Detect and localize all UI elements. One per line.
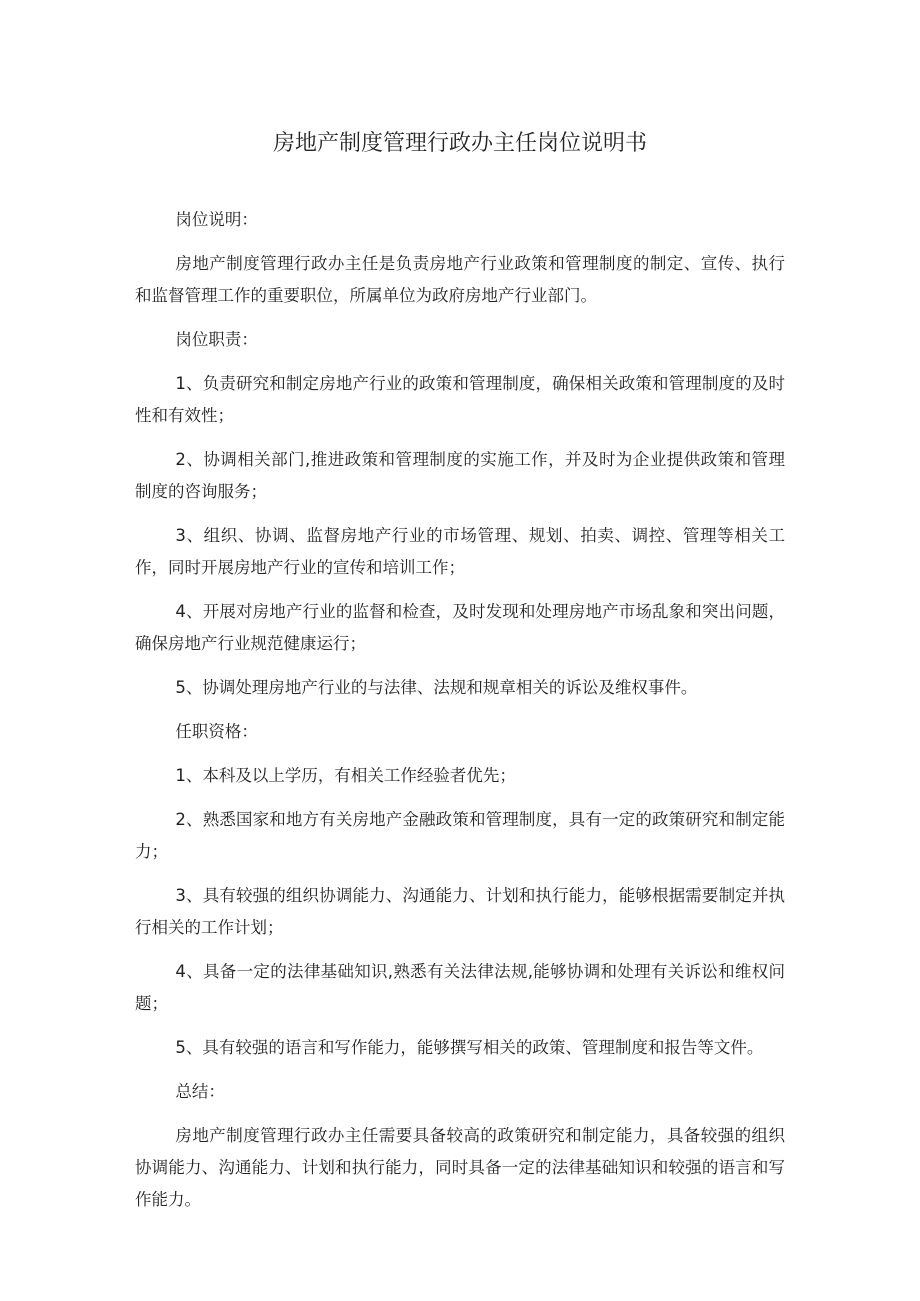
document-title: 房地产制度管理行政办主任岗位说明书	[272, 131, 647, 156]
duty-item: 1、负责研究和制定房地产行业的政策和管理制度，确保相关政策和管理制度的及时性和有效性；	[135, 374, 785, 425]
section-heading-description: 岗位说明：	[175, 210, 258, 229]
summary-paragraph: 房地产制度管理行政办主任需要具备较高的政策研究和制定能力，具备较强的组织协调能力、沟通能力、计划和执行能力，同时具备一定的法律基础知识和较强的语言和写作能力。	[135, 1126, 785, 1209]
qualification-item: 5、具有较强的语言和写作能力，能够撰写相关的政策、管理制度和报告等文件。	[175, 1038, 764, 1057]
duty-item: 5、协调处理房地产行业的与法律、法规和规章相关的诉讼及维权事件。	[175, 678, 698, 697]
duty-item: 2、协调相关部门,推进政策和管理制度的实施工作，并及时为企业提供政策和管理制度的咨询服务；	[135, 450, 785, 501]
description-paragraph: 房地产制度管理行政办主任是负责房地产行业政策和管理制度的制定、宣传、执行和监督管理工作的重要职位，所属单位为政府房地产行业部门。	[135, 254, 785, 305]
section-heading-duties: 岗位职责：	[175, 330, 258, 349]
qualification-item: 2、熟悉国家和地方有关房地产金融政策和管理制度，具有一定的政策研究和制定能力；	[135, 810, 785, 861]
section-heading-qualifications: 任职资格：	[175, 722, 258, 741]
qualification-item: 1、本科及以上学历，有相关工作经验者优先；	[175, 766, 516, 785]
section-heading-summary: 总结：	[175, 1082, 225, 1101]
duty-item: 3、组织、协调、监督房地产行业的市场管理、规划、拍卖、调控、管理等相关工作，同时开展房地产行业的宣传和培训工作；	[135, 526, 785, 577]
qualification-item: 3、具有较强的组织协调能力、沟通能力、计划和执行能力，能够根据需要制定并执行相关的工作计划；	[135, 886, 785, 937]
qualification-item: 4、具备一定的法律基础知识,熟悉有关法律法规,能够协调和处理有关诉讼和维权问题；	[135, 962, 785, 1013]
duty-item: 4、开展对房地产行业的监督和检查，及时发现和处理房地产市场乱象和突出问题，确保房地产行业规范健康运行；	[135, 602, 785, 653]
document-body	[135, 204, 785, 1228]
